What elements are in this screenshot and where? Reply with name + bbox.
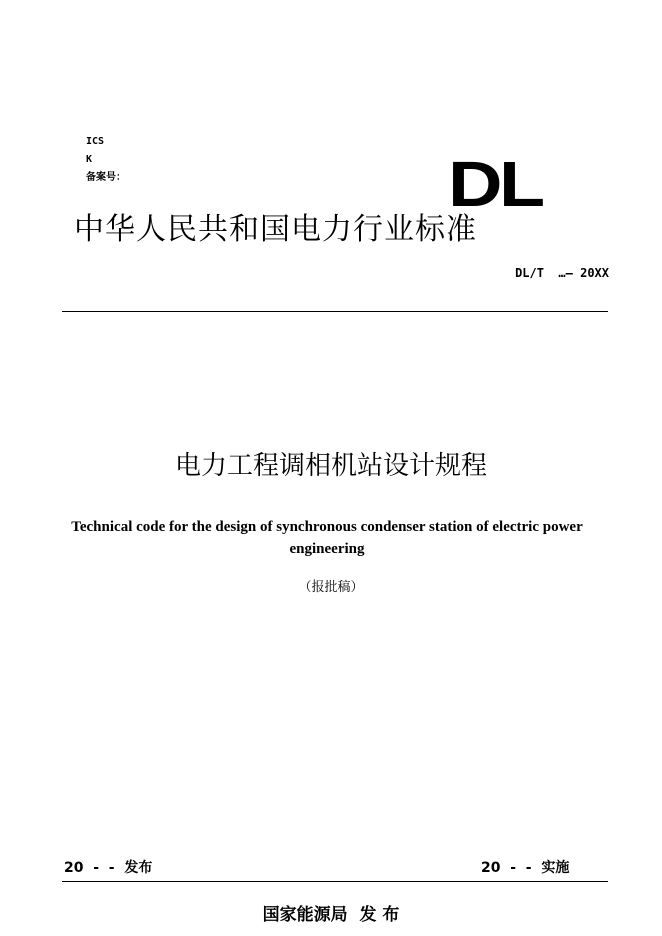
- classification-k-label: K: [86, 154, 93, 165]
- organization-standard-title: 中华人民共和国电力行业标准: [74, 212, 477, 247]
- ics-code-label: ICS: [86, 136, 105, 147]
- document-title-english: Technical code for the design of synchronous condenser station of electric power engineering: [71, 519, 583, 557]
- dl-logo: DL: [448, 148, 542, 220]
- bottom-divider: [62, 881, 608, 882]
- top-divider: [62, 311, 608, 312]
- issuing-authority: 国家能源局 发 布: [262, 905, 400, 925]
- implementation-date: 20 - - 实施: [481, 860, 570, 876]
- registration-number-label: 备案号：: [86, 172, 126, 183]
- standard-number: DL/T …— 20XX: [515, 266, 609, 280]
- publish-date: 20 - - 发布: [64, 860, 153, 876]
- document-title-chinese: 电力工程调相机站设计规程: [174, 451, 487, 481]
- draft-status: （报批稿）: [298, 580, 364, 595]
